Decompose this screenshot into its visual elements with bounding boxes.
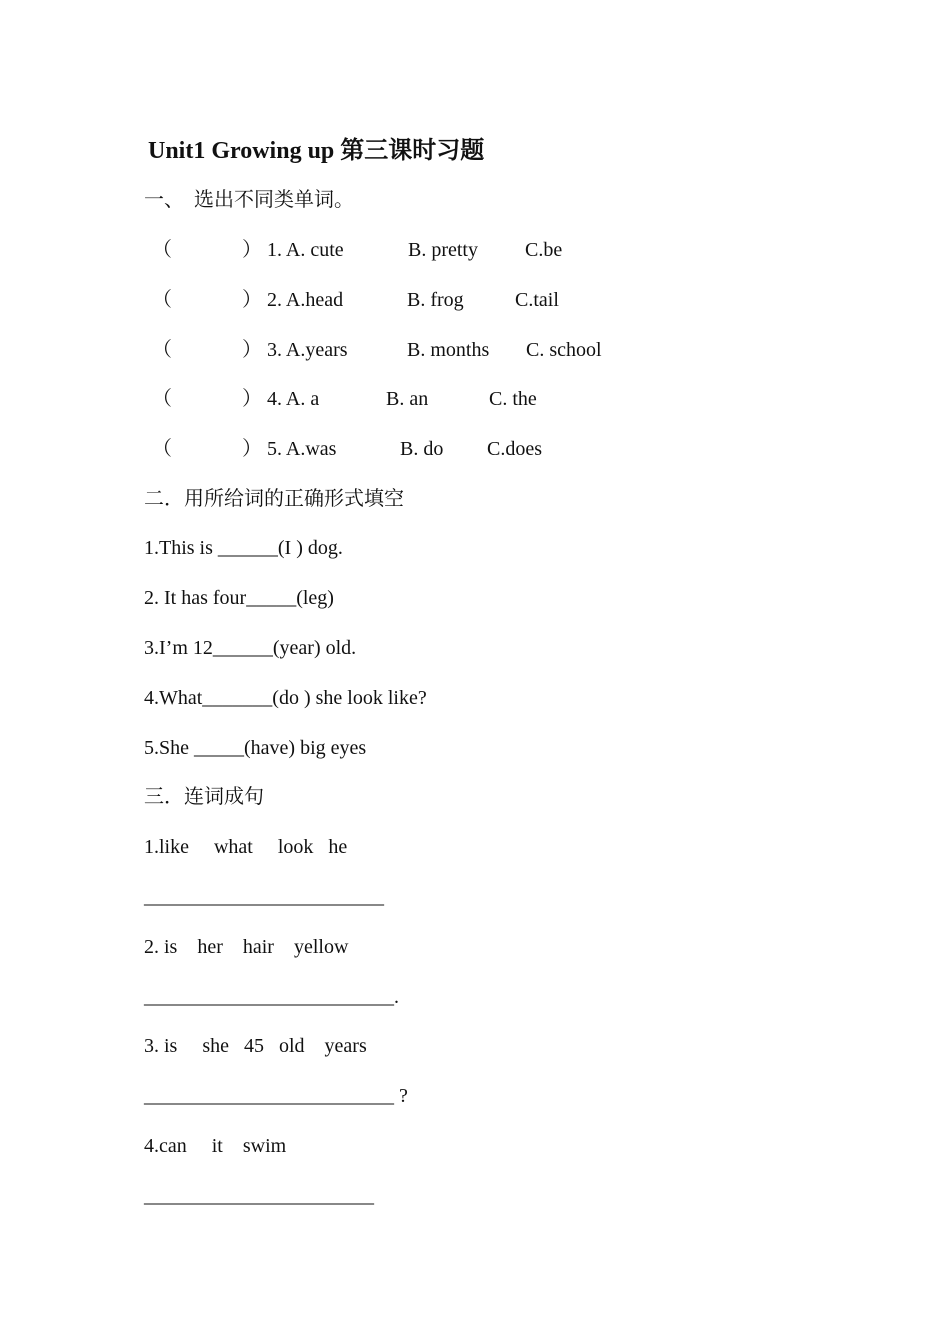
answer-bracket-open: （: [152, 388, 172, 410]
option-a: 2. A.head: [267, 289, 344, 311]
fill-blank-item: 5.She _____(have) big eyes: [144, 737, 367, 759]
option-b: B. an: [386, 388, 429, 410]
answer-line: ________________________: [144, 886, 384, 908]
option-c: C. the: [489, 388, 537, 410]
answer-bracket-open: （: [152, 289, 172, 311]
page-title: Unit1 Growing up 第三课时习题: [148, 138, 485, 164]
answer-bracket-close: ）: [242, 438, 262, 460]
fill-blank-item: 1.This is ______(I ) dog.: [144, 537, 343, 559]
answer-bracket-open: （: [152, 239, 172, 261]
answer-line: _________________________.: [144, 986, 399, 1008]
word-order-prompt: 2. is her hair yellow: [144, 936, 349, 958]
section1-heading: 一、 选出不同类单词。: [144, 189, 354, 211]
word-order-prompt: 3. is she 45 old years: [144, 1035, 367, 1057]
answer-bracket-close: ）: [242, 388, 262, 410]
answer-bracket-open: （: [152, 339, 172, 361]
option-a: 3. A.years: [267, 339, 348, 361]
option-b: B. frog: [407, 289, 464, 311]
fill-blank-item: 4.What_______(do ) she look like?: [144, 687, 427, 709]
option-c: C. school: [526, 339, 602, 361]
option-c: C.tail: [515, 289, 559, 311]
answer-bracket-open: （: [152, 438, 172, 460]
fill-blank-item: 2. It has four_____(leg): [144, 587, 334, 609]
section3-heading: 三．连词成句: [144, 786, 264, 808]
word-order-prompt: 1.like what look he: [144, 836, 348, 858]
answer-bracket-close: ）: [242, 289, 262, 311]
option-b: B. pretty: [408, 239, 478, 261]
answer-line: _________________________ ?: [144, 1085, 408, 1107]
option-a: 4. A. a: [267, 388, 320, 410]
answer-bracket-close: ）: [242, 339, 262, 361]
word-order-prompt: 4.can it swim: [144, 1135, 287, 1157]
section2-heading: 二．用所给词的正确形式填空: [144, 488, 404, 510]
option-a: 5. A.was: [267, 438, 337, 460]
option-c: C.does: [487, 438, 542, 460]
fill-blank-item: 3.I’m 12______(year) old.: [144, 637, 357, 659]
option-a: 1. A. cute: [267, 239, 344, 261]
option-c: C.be: [525, 239, 563, 261]
option-b: B. do: [400, 438, 444, 460]
answer-line: _______________________: [144, 1185, 374, 1207]
answer-bracket-close: ）: [242, 239, 262, 261]
option-b: B. months: [407, 339, 490, 361]
